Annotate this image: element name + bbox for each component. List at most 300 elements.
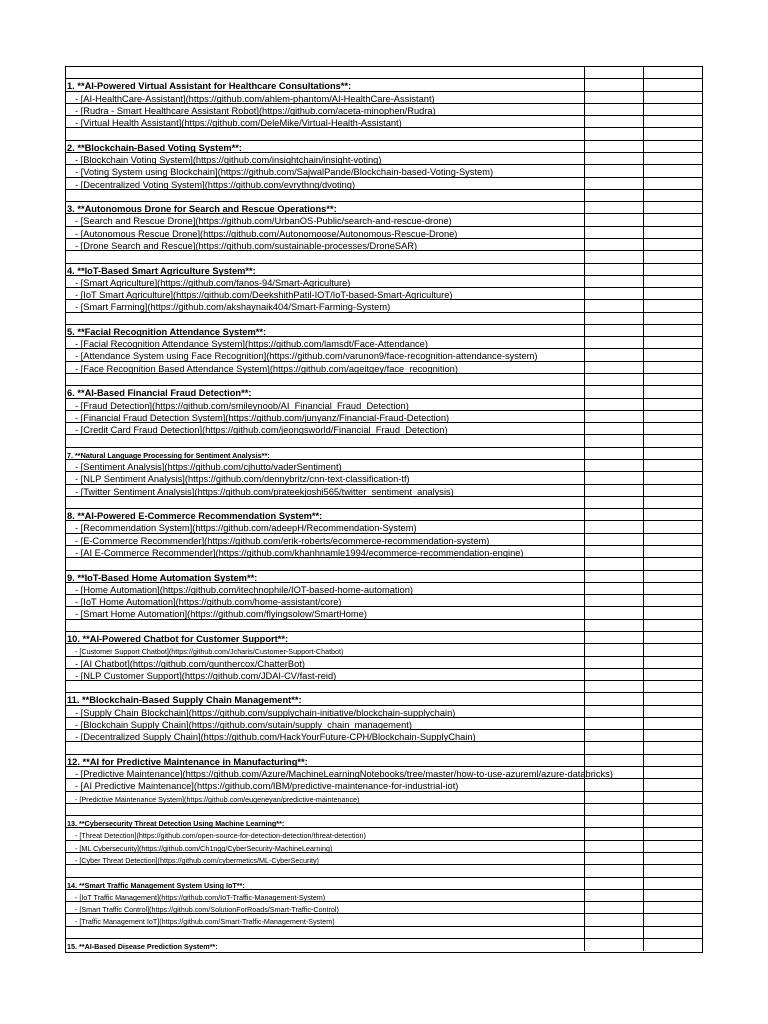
cell-col-b[interactable] (585, 779, 644, 790)
cell-col-c[interactable] (644, 104, 704, 115)
cell-col-b[interactable] (585, 79, 644, 90)
section-heading-row (66, 264, 702, 276)
cell-col-b[interactable] (585, 128, 644, 139)
blank-row (66, 67, 702, 79)
cell-col-b[interactable] (585, 792, 644, 803)
link-item-row (66, 227, 702, 239)
link-item-row (66, 853, 702, 865)
link-item-row (66, 669, 702, 681)
cell-col-a[interactable] (66, 706, 585, 717)
cell-col-c[interactable] (644, 276, 704, 287)
cell-col-c[interactable] (644, 693, 704, 704)
cell-col-c[interactable] (644, 730, 704, 741)
cell-col-b[interactable] (585, 902, 644, 913)
cell-col-a[interactable] (66, 657, 585, 668)
cell-col-b[interactable] (585, 693, 644, 704)
cell-col-a[interactable] (66, 472, 585, 483)
link-item-text: - [Facial Recognition Attendance System](https://github.com/lamsdt/Face-Attendance) (75, 339, 428, 350)
cell-col-c[interactable] (644, 558, 704, 569)
cell-col-a[interactable] (66, 730, 585, 741)
cell-col-c[interactable] (644, 706, 704, 717)
cell-col-c[interactable] (644, 349, 704, 360)
section-heading: 13. **Cybersecurity Threat Detection Using Machine Learning**: (67, 819, 285, 829)
link-item-text: - [Predictive Maintenance](https://github.com/Azure/MachineLearningNotebooks/tree/master/how-to-use-azureml/azure-databricks) (75, 769, 613, 780)
cell-col-c[interactable] (644, 571, 704, 582)
cell-col-a[interactable] (66, 423, 585, 434)
cell-col-c[interactable] (644, 141, 704, 152)
cell-col-b[interactable] (585, 399, 644, 410)
cell-col-a[interactable] (66, 534, 585, 545)
cell-col-c[interactable] (644, 534, 704, 545)
cell-col-b[interactable] (585, 890, 644, 901)
link-item-text: - [AI Predictive Maintenance](https://github.com/IBM/predictive-maintenance-for-industrial-iot) (75, 781, 459, 792)
cell-col-c[interactable] (644, 828, 704, 839)
section-heading: 15. **AI-Based Disease Prediction System**: (67, 941, 218, 951)
link-item-row (66, 718, 702, 730)
cell-col-a[interactable] (66, 927, 585, 938)
link-item-row (66, 214, 702, 226)
cell-col-c[interactable] (644, 448, 704, 459)
cell-col-a[interactable] (66, 718, 585, 729)
link-item-text: - [Face Recognition Based Attendance System](https://github.com/ageitgey/face_recognition) (75, 363, 458, 374)
cell-col-c[interactable] (644, 890, 704, 901)
cell-col-b[interactable] (585, 227, 644, 238)
cell-col-b[interactable] (585, 816, 644, 827)
link-item-row (66, 92, 702, 104)
cell-col-b[interactable] (585, 472, 644, 483)
cell-col-a[interactable] (66, 546, 585, 557)
cell-col-b[interactable] (585, 853, 644, 864)
cell-col-b[interactable] (585, 914, 644, 925)
cell-col-c[interactable] (644, 337, 704, 348)
link-item-text: - [E-Commerce Recommender](https://github.com/erik-roberts/ecommerce-recommendation-system) (75, 535, 490, 546)
cell-col-c[interactable] (644, 607, 704, 618)
cell-col-b[interactable] (585, 841, 644, 852)
cell-col-c[interactable] (644, 669, 704, 680)
link-item-row (66, 300, 702, 312)
cell-col-b[interactable] (585, 828, 644, 839)
cell-col-b[interactable] (585, 706, 644, 717)
section-heading: 5. **Facial Recognition Attendance System**: (67, 326, 267, 337)
cell-col-b[interactable] (585, 497, 644, 508)
cell-col-c[interactable] (644, 264, 704, 275)
cell-col-a[interactable] (66, 878, 585, 889)
cell-col-c[interactable] (644, 914, 704, 925)
cell-col-b[interactable] (585, 927, 644, 938)
cell-col-c[interactable] (644, 755, 704, 766)
blank-row (66, 558, 702, 570)
blank-row (66, 681, 702, 693)
cell-col-b[interactable] (585, 571, 644, 582)
cell-col-c[interactable] (644, 325, 704, 336)
cell-col-a[interactable] (66, 509, 585, 520)
section-heading: 1. **AI-Powered Virtual Assistant for Healthcare Consultations**: (67, 81, 352, 92)
cell-col-a[interactable] (66, 521, 585, 532)
cell-col-b[interactable] (585, 325, 644, 336)
cell-col-a[interactable] (66, 767, 613, 780)
cell-col-c[interactable] (644, 742, 704, 753)
link-item-row (66, 595, 702, 607)
link-item-row (66, 534, 702, 546)
cell-col-b[interactable] (585, 423, 644, 434)
section-heading-row (66, 448, 702, 460)
cell-col-b[interactable] (585, 632, 644, 643)
cell-col-b[interactable] (585, 595, 644, 606)
section-heading-row (66, 325, 702, 337)
cell-col-c[interactable] (644, 902, 704, 913)
cell-col-c[interactable] (644, 362, 704, 373)
cell-col-b[interactable] (585, 264, 644, 275)
cell-col-a[interactable] (66, 558, 585, 569)
cell-col-b[interactable] (585, 349, 644, 360)
cell-col-c[interactable] (644, 878, 704, 889)
cell-col-b[interactable] (585, 620, 644, 631)
cell-col-c[interactable] (644, 67, 704, 78)
link-item-row (66, 362, 702, 374)
section-heading: 7. **Natural Language Processing for Sentiment Analysis**: (67, 450, 270, 460)
cell-col-a[interactable] (66, 92, 585, 103)
cell-col-a[interactable] (66, 300, 585, 311)
section-heading-row (66, 509, 702, 521)
link-item-text: - [Decentralized Supply Chain](https://github.com/HackYourFuture-CPH/Blockchain-SupplyChain) (75, 732, 476, 743)
cell-col-b[interactable] (585, 288, 644, 299)
cell-col-a[interactable] (66, 251, 585, 262)
cell-col-c[interactable] (644, 374, 704, 385)
section-heading-row (66, 816, 702, 828)
blank-row (66, 865, 702, 877)
cell-col-b[interactable] (585, 742, 644, 753)
link-item-text: - [IoT Home Automation](https://github.com/home-assistant/core) (75, 597, 342, 608)
cell-col-c[interactable] (644, 288, 704, 299)
cell-col-a[interactable] (66, 914, 585, 925)
cell-col-a[interactable] (66, 681, 585, 692)
cell-col-c[interactable] (644, 718, 704, 729)
cell-col-b[interactable] (585, 251, 644, 262)
link-item-text: - [IoT Smart Agriculture](https://github.com/DeekshithPatil-IOT/IoT-based-Smart-Agriculture) (75, 290, 453, 301)
cell-col-a[interactable] (66, 411, 585, 422)
cell-col-a[interactable] (66, 620, 585, 631)
cell-col-c[interactable] (644, 681, 704, 692)
cell-col-b[interactable] (585, 362, 644, 373)
link-item-text: - [Drone Search and Rescue](https://github.com/sustainable-processes/DroneSAR) (75, 240, 418, 251)
link-item-row (66, 116, 702, 128)
cell-col-c[interactable] (644, 816, 704, 827)
cell-col-b[interactable] (585, 313, 644, 324)
cell-col-a[interactable] (66, 902, 585, 913)
link-item-text: - [Financial Fraud Detection System](https://github.com/junyanz/Financial-Fraud-Detection) (75, 412, 450, 423)
cell-col-c[interactable] (644, 644, 704, 655)
blank-row (66, 313, 702, 325)
link-item-text: - [Home Automation](https://github.com/itechnophile/IOT-based-home-automation) (75, 584, 413, 595)
cell-col-a[interactable] (66, 202, 585, 213)
cell-col-a[interactable] (66, 153, 585, 164)
cell-col-b[interactable] (585, 202, 644, 213)
cell-col-c[interactable] (644, 853, 704, 864)
link-item-text: - [Voting System using Blockchain](https://github.com/SajwalPande/Blockchain-based-Voting-System) (75, 167, 494, 178)
link-item-row (66, 657, 702, 669)
link-item-text: - [Twitter Sentiment Analysis](https://github.com/prateekjoshi565/twitter_sentiment_analysis) (75, 486, 454, 497)
cell-col-c[interactable] (644, 128, 704, 139)
cell-col-c[interactable] (644, 841, 704, 852)
cell-col-c[interactable] (644, 202, 704, 213)
cell-col-a[interactable] (66, 644, 585, 655)
section-heading: 9. **IoT-Based Home Automation System**: (67, 572, 258, 583)
cell-col-b[interactable] (585, 435, 644, 446)
cell-col-b[interactable] (585, 386, 644, 397)
cell-col-a[interactable] (66, 792, 585, 803)
cell-col-a[interactable] (66, 214, 585, 225)
cell-col-b[interactable] (585, 485, 644, 496)
cell-col-a[interactable] (66, 460, 585, 471)
cell-col-b[interactable] (585, 755, 644, 766)
cell-col-c[interactable] (644, 779, 704, 790)
link-item-text: - [AI Chatbot](https://github.com/gunthercox/ChatterBot) (75, 658, 305, 669)
cell-col-b[interactable] (585, 865, 644, 876)
cell-col-b[interactable] (585, 374, 644, 385)
cell-col-c[interactable] (644, 423, 704, 434)
cell-col-a[interactable] (66, 104, 585, 115)
blank-row (66, 128, 702, 140)
cell-col-a[interactable] (66, 693, 585, 704)
cell-col-b[interactable] (585, 190, 644, 201)
cell-col-b[interactable] (585, 534, 644, 545)
link-item-row (66, 337, 702, 349)
cell-col-a[interactable] (66, 890, 585, 901)
cell-col-c[interactable] (644, 595, 704, 606)
cell-col-c[interactable] (644, 251, 704, 262)
blank-row (66, 435, 702, 447)
link-item-text: - [Smart Agriculture](https://github.com/fanos-94/Smart-Agriculture) (75, 277, 351, 288)
cell-col-a[interactable] (66, 841, 585, 852)
cell-col-a[interactable] (66, 386, 585, 397)
cell-col-c[interactable] (644, 792, 704, 803)
cell-col-a[interactable] (66, 804, 585, 815)
cell-col-b[interactable] (585, 178, 644, 189)
link-item-text: - [Blockchain Supply Chain](https://github.com/sutain/supply_chain_management) (75, 719, 412, 730)
link-item-row (66, 485, 702, 497)
cell-col-c[interactable] (644, 620, 704, 631)
link-item-row (66, 178, 702, 190)
link-item-row (66, 399, 702, 411)
cell-col-b[interactable] (585, 939, 644, 951)
cell-col-a[interactable] (66, 779, 585, 790)
cell-col-b[interactable] (585, 681, 644, 692)
cell-col-b[interactable] (585, 116, 644, 127)
cell-col-b[interactable] (585, 718, 644, 729)
link-item-text: - [Predictive Maintenance System](https://github.com/eugeneyan/predictive-maintenance) (75, 794, 360, 804)
link-item-row (66, 890, 702, 902)
cell-col-c[interactable] (644, 92, 704, 103)
cell-col-c[interactable] (644, 865, 704, 876)
cell-col-a[interactable] (66, 116, 585, 127)
section-heading-row (66, 755, 702, 767)
cell-col-a[interactable] (66, 595, 585, 606)
cell-col-b[interactable] (585, 165, 644, 176)
cell-col-c[interactable] (644, 227, 704, 238)
cell-col-a[interactable] (66, 178, 585, 189)
cell-col-a[interactable] (66, 399, 585, 410)
blank-row (66, 497, 702, 509)
cell-col-a[interactable] (66, 227, 585, 238)
section-heading-row (66, 141, 702, 153)
link-item-text: - [Smart Traffic Control](https://github.com/SolutionForRoads/Smart-Traffic-Control) (75, 905, 339, 915)
link-item-text: - [Cyber Threat Detection](https://github.com/cybermetics/ML-CyberSecurity) (75, 856, 319, 865)
cell-col-b[interactable] (585, 558, 644, 569)
cell-col-c[interactable] (644, 411, 704, 422)
link-item-row (66, 288, 702, 300)
cell-col-a[interactable] (66, 448, 585, 459)
link-item-text: - [Decentralized Voting System](https://github.com/evrythng/dvoting) (75, 179, 356, 190)
cell-col-b[interactable] (585, 153, 644, 164)
link-item-text: - [Virtual Health Assistant](https://github.com/DeleMike/Virtual-Health-Assistant) (75, 118, 402, 129)
cell-col-c[interactable] (644, 927, 704, 938)
cell-col-a[interactable] (66, 362, 585, 373)
cell-col-a[interactable] (66, 337, 585, 348)
cell-col-c[interactable] (644, 939, 704, 951)
cell-col-c[interactable] (644, 190, 704, 201)
cell-col-b[interactable] (585, 239, 644, 250)
cell-col-c[interactable] (644, 497, 704, 508)
cell-col-b[interactable] (585, 411, 644, 422)
cell-col-b[interactable] (585, 657, 644, 668)
cell-col-a[interactable] (66, 67, 585, 78)
cell-col-b[interactable] (585, 460, 644, 471)
cell-col-c[interactable] (644, 546, 704, 557)
link-item-text: - [Smart Home Automation](https://github.com/flyingsolow/SmartHome) (75, 609, 367, 620)
cell-col-a[interactable] (66, 853, 585, 864)
cell-col-b[interactable] (585, 276, 644, 287)
cell-col-a[interactable] (66, 742, 585, 753)
cell-col-a[interactable] (66, 632, 585, 643)
cell-col-b[interactable] (585, 669, 644, 680)
cell-col-a[interactable] (66, 755, 585, 766)
cell-col-b[interactable] (585, 67, 644, 78)
cell-col-a[interactable] (66, 264, 585, 275)
cell-col-c[interactable] (644, 386, 704, 397)
section-heading: 6. **AI-Based Financial Fraud Detection**: (67, 388, 252, 399)
cell-col-a[interactable] (66, 435, 585, 446)
link-item-text: - [Supply Chain Blockchain](https://github.com/supplychain-initiative/blockchain-supplychain) (75, 707, 456, 718)
cell-col-b[interactable] (585, 878, 644, 889)
cell-col-a[interactable] (66, 349, 585, 360)
cell-col-b[interactable] (585, 509, 644, 520)
cell-col-c[interactable] (644, 767, 704, 778)
link-item-text: - [Credit Card Fraud Detection](https://github.com/jeongsworld/Financial_Fraud_Detection) (75, 425, 448, 436)
cell-col-a[interactable] (66, 190, 585, 201)
section-heading-row (66, 693, 702, 705)
cell-col-b[interactable] (585, 92, 644, 103)
cell-col-a[interactable] (66, 497, 585, 508)
cell-col-c[interactable] (644, 435, 704, 446)
cell-col-a[interactable] (66, 141, 585, 152)
cell-col-c[interactable] (644, 657, 704, 668)
cell-col-b[interactable] (585, 583, 644, 594)
cell-col-a[interactable] (66, 485, 585, 496)
cell-col-a[interactable] (66, 828, 585, 839)
cell-col-b[interactable] (585, 300, 644, 311)
cell-col-a[interactable] (66, 669, 585, 680)
cell-col-a[interactable] (66, 276, 585, 287)
cell-col-a[interactable] (66, 165, 585, 176)
cell-col-c[interactable] (644, 153, 704, 164)
cell-col-a[interactable] (66, 374, 585, 385)
cell-col-a[interactable] (66, 583, 585, 594)
cell-col-b[interactable] (585, 337, 644, 348)
cell-col-c[interactable] (644, 79, 704, 90)
cell-col-b[interactable] (585, 214, 644, 225)
cell-col-c[interactable] (644, 583, 704, 594)
cell-col-c[interactable] (644, 509, 704, 520)
link-item-text: - [AI E-Commerce Recommender](https://github.com/khanhnamle1994/ecommerce-recommendation-engine) (75, 547, 524, 558)
cell-col-b[interactable] (585, 141, 644, 152)
cell-col-c[interactable] (644, 300, 704, 311)
cell-col-c[interactable] (644, 399, 704, 410)
section-heading: 2. **Blockchain-Based Voting System**: (67, 142, 242, 153)
cell-col-b[interactable] (585, 804, 644, 815)
cell-col-c[interactable] (644, 165, 704, 176)
cell-col-b[interactable] (585, 730, 644, 741)
cell-col-c[interactable] (644, 460, 704, 471)
link-item-text: - [ML Cybersecurity](https://github.com/Ch1ngg/CyberSecurity-MachineLearning) (75, 843, 333, 853)
link-item-text: - [Attendance System using Face Recognition](https://github.com/varunon9/face-recognition-attendance-system) (75, 351, 538, 362)
cell-col-a[interactable] (66, 288, 585, 299)
section-heading-row (66, 386, 702, 398)
blank-row (66, 804, 702, 816)
cell-col-c[interactable] (644, 214, 704, 225)
cell-col-c[interactable] (644, 472, 704, 483)
cell-col-c[interactable] (644, 521, 704, 532)
link-item-row (66, 792, 702, 804)
cell-col-c[interactable] (644, 485, 704, 496)
link-item-row (66, 767, 702, 779)
cell-col-a[interactable] (66, 607, 585, 618)
section-heading-row (66, 632, 702, 644)
cell-col-b[interactable] (585, 546, 644, 557)
cell-col-a[interactable] (66, 816, 585, 827)
link-item-text: - [Recommendation System](https://github.com/adeepH/Recommendation-System) (75, 523, 417, 534)
cell-col-c[interactable] (644, 116, 704, 127)
cell-col-b[interactable] (585, 104, 644, 115)
section-heading-row (66, 878, 702, 890)
cell-col-a[interactable] (66, 128, 585, 139)
cell-col-a[interactable] (66, 865, 585, 876)
cell-col-c[interactable] (644, 632, 704, 643)
cell-col-c[interactable] (644, 239, 704, 250)
link-item-text: - [Blockchain Voting System](https://github.com/insightchain/insight-voting) (75, 154, 382, 165)
link-item-row (66, 349, 702, 361)
cell-col-b[interactable] (585, 644, 644, 655)
cell-col-a[interactable] (66, 571, 585, 582)
cell-col-a[interactable] (66, 325, 585, 336)
blank-row (66, 374, 702, 386)
cell-col-a[interactable] (66, 239, 585, 250)
cell-col-a[interactable] (66, 313, 585, 324)
cell-col-a[interactable] (66, 79, 585, 90)
section-heading: 12. **AI for Predictive Maintenance in Manufacturing**: (67, 756, 308, 767)
cell-col-c[interactable] (644, 178, 704, 189)
cell-col-b[interactable] (585, 521, 644, 532)
link-item-row (66, 411, 702, 423)
cell-col-c[interactable] (644, 804, 704, 815)
link-item-text: - [AI-HealthCare-Assistant](https://github.com/ahlem-phantom/AI-HealthCare-Assistant) (75, 93, 435, 104)
section-heading-row (66, 571, 702, 583)
cell-col-c[interactable] (644, 313, 704, 324)
cell-col-b[interactable] (585, 607, 644, 618)
cell-col-a[interactable] (66, 939, 585, 951)
cell-col-b[interactable] (585, 448, 644, 459)
link-item-row (66, 165, 702, 177)
section-heading: 4. **IoT-Based Smart Agriculture System**: (67, 265, 256, 276)
